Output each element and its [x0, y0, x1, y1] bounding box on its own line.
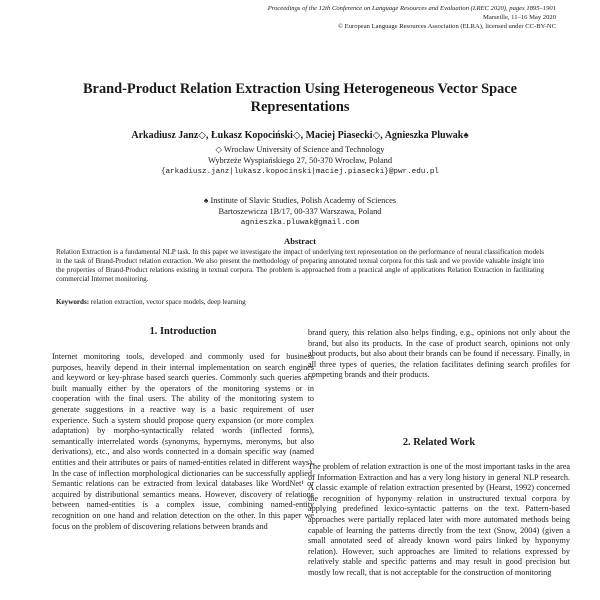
affiliation-2-name: ♠ Institute of Slavic Studies, Polish Academy of Sciences	[203, 196, 397, 205]
introduction-heading: 1. Introduction	[149, 326, 217, 337]
venue-line: Marseille, 11–16 May 2020	[482, 14, 556, 21]
affiliation-2-address: Bartoszewicza 1B/17, 00-337 Warszawa, Poland	[218, 207, 382, 216]
introduction-text: Internet monitoring tools, developed and commonly used for business purposes, heavily depend in their internal implementation on search engines and keyword or key-phrase based search queries. Commonly such queries are built manually either by the operators of the monitoring systems or in cooperation with the final users. The ability of the monitoring system to generate suggestions in a reactive way is a basic requirement of user experience. Such a system should propose query expansion (or more complex adaptation) by morpho-syntactically related words (inflected forms), semantically interrelated words (synonyms, hypernyms, meronyms, but also derivations), etc., and also words connected in a domain specific way (named entities and their attributes or pairs of named-entities related in different ways). In the case of inflection morphological dictionaries can be successfully applied. Semantic relations can be extracted from lexical databases like WordNet¹ or acquired by distributional semantics means. However, discovery of relations between named-entities is a complex issue, combining named-entity recognition on one hand and relation detection on the other. In this paper we focus on the problem of discovering relations between brands and	[52, 352, 314, 531]
proceedings-line: Proceedings of the 12th Conference on Language Resources and Evaluation (LREC 2020), pages 1895–1901	[267, 5, 556, 12]
introduction-continued-text: brand query, this relation also helps finding, e.g., opinions not only about the brand, but also its products. In the case of product search, opinions not only about products, but also about their brands can be found if necessary. Finally, in all three types of queries, the relation facilitates defining search profiles for competing brands and their products.	[308, 328, 570, 380]
paper-title	[0, 80, 600, 116]
affiliation-1-email: {arkadiusz.janz|lukasz.kopocinski|maciej.piasecki}@pwr.edu.pl	[161, 168, 439, 176]
keywords-text: relation extraction, vector space models, deep learning	[90, 298, 246, 306]
affiliation-1-address: Wybrzeże Wyspiańskiego 27, 50-370 Wrocław, Poland	[207, 156, 393, 165]
license-line: © European Language Resources Association (ELRA), licensed under CC-BY-NC	[338, 23, 556, 30]
affiliation-1-name: ◇ Wrocław University of Science and Technology	[215, 145, 385, 154]
abstract-text: Relation Extraction is a fundamental NLP task. In this paper we investigate the impact of underlying text representation on the performance of neural classification models in the task of Brand-Product relation extraction. We also present the methodology of preparing annotated textual corpora for this task and we provide valuable insight into the properties of Brand-Product relations existing in textual corpora. The problem is approached from a practical angle of applications Relation Extraction in facilitating commercial Internet monitoring.	[56, 248, 544, 284]
abstract-heading: Abstract	[284, 236, 316, 246]
related-work-heading: 2. Related Work	[402, 437, 476, 448]
affiliation-2-email: agnieszka.pluwak@gmail.com	[240, 219, 360, 227]
proceedings-header	[156, 4, 556, 31]
title-line-1: Brand-Product Relation Extraction Using Heterogeneous Vector Space	[82, 81, 518, 97]
keywords	[56, 298, 544, 306]
author-list: Arkadiusz Janz◇, Łukasz Kopociński◇, Maciej Piasecki◇, Agnieszka Pluwak♠	[131, 130, 469, 141]
keywords-label: Keywords:	[56, 298, 90, 306]
related-work-text: The problem of relation extraction is one of the most important tasks in the area of Information Extraction and has a very long history in general NLP research. A classic example of relation extraction presented by (Hearst, 1992) concerned the recognition of hyponymy relation in unstructured textual corpora by applying predefined lexico-syntactic patterns on the text. Pattern-based approaches were partially replaced later with more automated methods being capable of learning the patterns directly from the text (Snow, 2004) (given a small annotated seed of already known word pairs linked by hyponymy relation). However, such approaches are limited to relations expressed by relatively stable and specific patterns and may result in good precision but mostly low recall, that is not acceptable for the construction of monitoring	[308, 462, 570, 577]
title-line-2: Representations	[250, 99, 350, 115]
